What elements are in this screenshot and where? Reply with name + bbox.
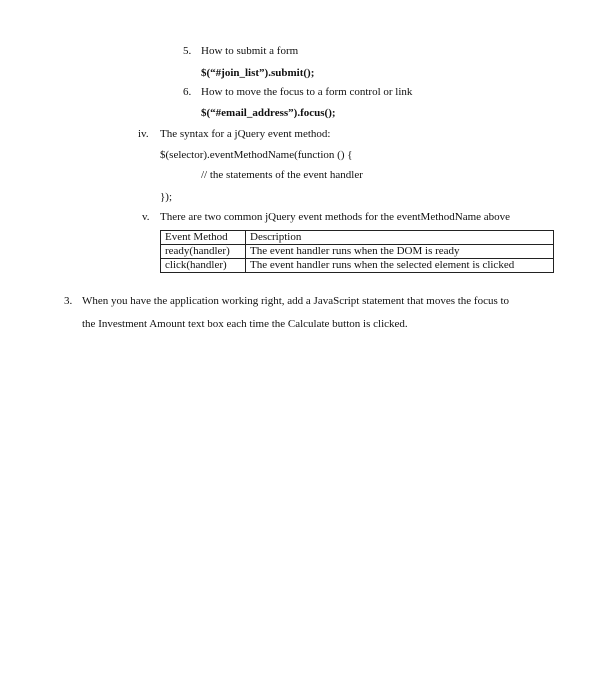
item-6-code: $(“#email_address”).focus();	[201, 107, 336, 119]
header-event-method: Event Method	[161, 231, 246, 245]
table-row	[161, 245, 554, 259]
item-5-number: 5.	[183, 45, 192, 57]
event-method-cell: click(handler)	[161, 259, 246, 273]
item-6-text: How to move the focus to a form control or link	[201, 86, 413, 98]
description-cell: The event handler runs when the DOM is ready	[246, 245, 554, 259]
item-6-number: 6.	[183, 86, 192, 98]
event-methods-table	[160, 230, 554, 273]
item-5-code: $(“#join_list”).submit();	[201, 67, 315, 79]
item-iv-number: iv.	[138, 128, 149, 140]
syntax-line-3: });	[160, 191, 172, 203]
event-method-cell: ready(handler)	[161, 245, 246, 259]
item-v-number: v.	[142, 211, 150, 223]
table-header-row	[161, 231, 554, 245]
syntax-line-2: // the statements of the event handler	[201, 169, 363, 181]
item-5-text: How to submit a form	[201, 45, 299, 57]
header-description: Description	[246, 231, 554, 245]
item-iv-text: The syntax for a jQuery event method:	[160, 128, 331, 140]
description-cell: The event handler runs when the selected element is clicked	[246, 259, 554, 273]
step-3-line-1: When you have the application working right, add a JavaScript statement that moves the focus to	[82, 295, 510, 307]
syntax-line-1: $(selector).eventMethodName(function () {	[160, 149, 353, 161]
item-v-text: There are two common jQuery event methods for the eventMethodName above	[160, 211, 511, 223]
step-3-number: 3.	[64, 295, 73, 307]
step-3-line-2: the Investment Amount text box each time the Calculate button is clicked.	[82, 318, 408, 330]
table-row	[161, 259, 554, 273]
